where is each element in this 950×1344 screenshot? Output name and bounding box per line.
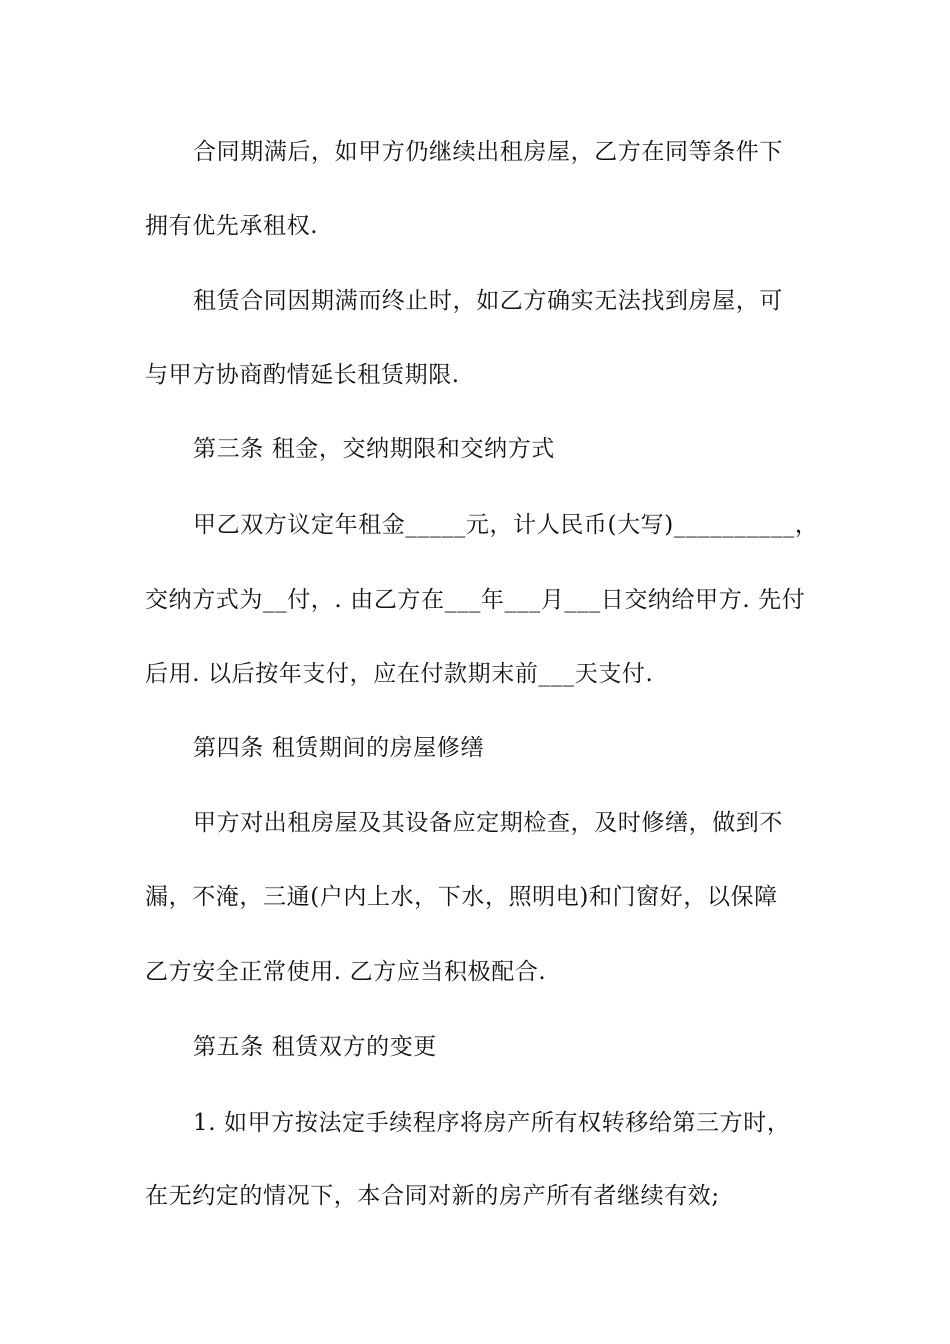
paragraph-repair-line-1: 甲方对出租房屋及其设备应定期检查，及时修缮，做到不 [193, 810, 783, 836]
article-5-heading: 第五条 租赁双方的变更 [193, 1034, 437, 1060]
article-3-heading: 第三条 租金，交纳期限和交纳方式 [193, 436, 555, 462]
paragraph-transfer-line-2: 在无约定的情况下，本合同对新的房产所有者继续有效; [145, 1183, 720, 1209]
paragraph-transfer-line-1: 1. 如甲方按法定手续程序将房产所有权转移给第三方时， [193, 1110, 791, 1136]
paragraph-repair-line-3: 乙方安全正常使用. 乙方应当积极配合. [145, 959, 547, 985]
paragraph-rent-line-1: 甲乙双方议定年租金_____元，计人民币(大写)__________， [193, 512, 819, 538]
paragraph-renewal-line-1: 合同期满后，如甲方仍继续出租房屋，乙方在同等条件下 [193, 139, 783, 165]
paragraph-extension-line-1: 租赁合同因期满而终止时，如乙方确实无法找到房屋，可 [193, 288, 783, 314]
paragraph-rent-line-3: 后用. 以后按年支付，应在付款期末前___天支付. [145, 661, 654, 687]
article-4-heading: 第四条 租赁期间的房屋修缮 [193, 735, 485, 761]
paragraph-extension-line-2: 与甲方协商酌情延长租赁期限. [145, 362, 460, 388]
paragraph-repair-line-2: 漏，不淹，三通(户内上水，下水，照明电)和门窗好，以保障 [145, 884, 778, 910]
paragraph-rent-line-2: 交纳方式为__付，. 由乙方在___年___月___日交纳给甲方. 先付 [145, 587, 806, 613]
paragraph-renewal-line-2: 拥有优先承租权. [145, 213, 319, 239]
